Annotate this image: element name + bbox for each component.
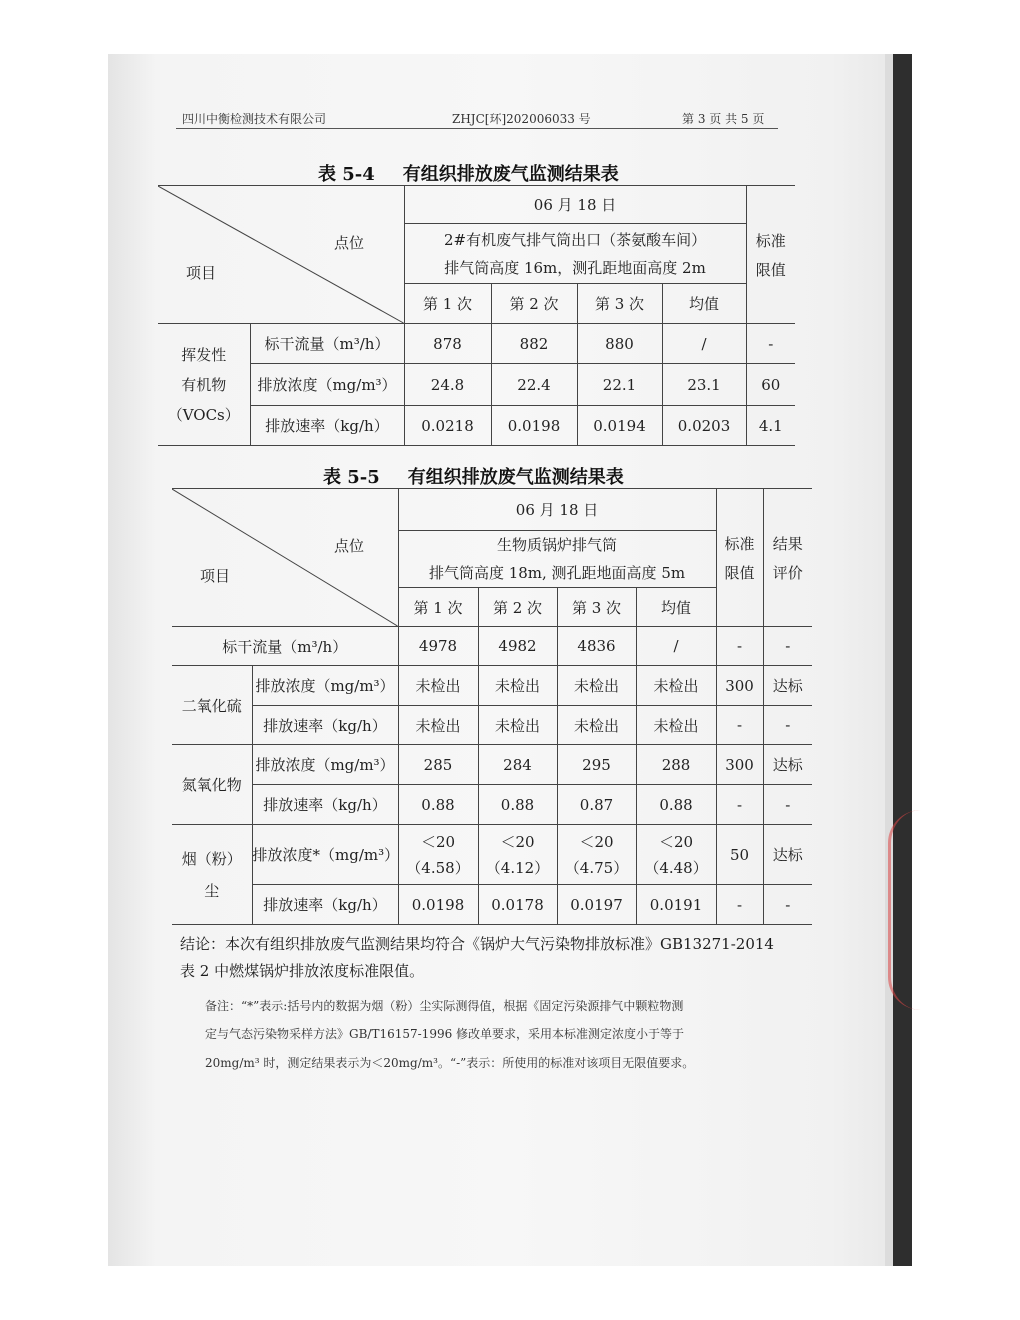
std-cell: 4.1 — [746, 406, 795, 446]
col-header-avg: 均值 — [662, 284, 746, 324]
table-5-5 — [172, 488, 812, 925]
background-edge — [893, 54, 912, 1266]
value-cell: 880 — [577, 324, 662, 364]
table-row — [172, 825, 812, 885]
eval-cell: - — [763, 706, 812, 745]
value-cell: 285 — [398, 745, 478, 785]
table-row — [158, 364, 795, 406]
table-row — [172, 745, 812, 785]
table-5-4-label: 表 5-4 — [318, 164, 375, 185]
value-cell: 未检出 — [557, 666, 636, 706]
note-line-3: 20mg/m³ 时，测定结果表示为＜20mg/m³。“-”表示：所使用的标准对该项目无限值要求。 — [205, 1056, 695, 1070]
eval-cell: 达标 — [763, 745, 812, 785]
group-line-2: 有机物 — [181, 375, 227, 394]
dust-group-label — [172, 825, 252, 925]
page-number: 第 3 页 共 5 页 — [682, 112, 765, 126]
eval-label-1: 结果 — [772, 534, 803, 553]
value-actual: （4.12） — [485, 858, 550, 877]
col-header-3: 第 3 次 — [557, 588, 636, 627]
value-cell: 0.88 — [478, 785, 557, 825]
avg-cell: 0.0191 — [636, 885, 716, 925]
eval-cell: - — [763, 627, 812, 666]
param-cell: 标干流量（m³/h） — [250, 324, 404, 364]
location-line-1: 2#有机废气排气筒出口（茶氨酸车间） — [443, 230, 707, 249]
col-header-2: 第 2 次 — [491, 284, 577, 324]
value-cell: 4978 — [398, 627, 478, 666]
conclusion-line-2: 表 2 中燃煤锅炉排放浓度标准限值。 — [180, 962, 425, 980]
page-fold-shadow — [885, 54, 893, 1266]
note-line-2: 定与气态污染物采样方法》GB/T16157-1996 修改单要求，采用本标准测定浓度小于等于 — [205, 1027, 685, 1041]
value-cell: 0.0194 — [577, 406, 662, 446]
date-header: 06 月 18 日 — [398, 489, 716, 531]
value-cell: 882 — [491, 324, 577, 364]
std-cell: - — [716, 627, 763, 666]
value-reported: ＜20 — [579, 832, 614, 851]
table-row — [158, 324, 795, 364]
company-name: 四川中衡检测技术有限公司 — [182, 112, 327, 126]
value-cell: 0.0178 — [478, 885, 557, 925]
conclusion-line-1: 结论：本次有组织排放废气监测结果均符合《锅炉大气污染物排放标准》GB13271-2014 — [180, 935, 774, 953]
std-cell: 300 — [716, 666, 763, 706]
col-header-1: 第 1 次 — [404, 284, 491, 324]
std-cell: 300 — [716, 745, 763, 785]
value-cell: 未检出 — [478, 666, 557, 706]
table-row — [158, 406, 795, 446]
value-cell: 24.8 — [404, 364, 491, 406]
diagonal-line — [158, 186, 404, 323]
point-label: 点位 — [334, 234, 365, 252]
header-divider — [176, 128, 778, 129]
param-cell: 排放速率（kg/h） — [252, 706, 398, 745]
param-cell: 排放浓度（mg/m³） — [250, 364, 404, 406]
std-limit-header — [746, 186, 795, 324]
location-line-2: 排气筒高度 16m，测孔距地面高度 2m — [444, 258, 706, 277]
value-cell: 未检出 — [478, 706, 557, 745]
param-cell: 标干流量（m³/h） — [172, 627, 398, 666]
eval-header — [763, 489, 812, 627]
avg-cell — [636, 825, 716, 885]
avg-cell: 未检出 — [636, 666, 716, 706]
avg-cell: / — [636, 627, 716, 666]
value-cell: 未检出 — [398, 706, 478, 745]
value-cell: 0.88 — [398, 785, 478, 825]
value-cell: 0.87 — [557, 785, 636, 825]
table-row — [172, 706, 812, 745]
param-cell: 排放浓度（mg/m³） — [252, 745, 398, 785]
table-5-5-label: 表 5-5 — [323, 467, 380, 488]
value-cell: 0.0197 — [557, 885, 636, 925]
value-cell: 未检出 — [398, 666, 478, 706]
table-5-5-name: 有组织排放废气监测结果表 — [407, 467, 624, 488]
avg-cell: 0.0203 — [662, 406, 746, 446]
value-cell — [557, 825, 636, 885]
report-number: ZHJC[环]202006033 号 — [452, 112, 591, 126]
nox-group-label: 氮氧化物 — [172, 745, 252, 825]
std-cell: - — [716, 785, 763, 825]
group-line-3: （VOCs） — [167, 405, 240, 424]
value-reported: ＜20 — [500, 832, 535, 851]
col-header-1: 第 1 次 — [398, 588, 478, 627]
eval-label-2: 评价 — [772, 563, 803, 582]
table-5-5-title — [323, 463, 652, 489]
location-line-2: 排气筒高度 18m, 测孔距地面高度 5m — [428, 564, 686, 582]
table-5-4-corner-header — [158, 186, 404, 324]
value-cell — [478, 825, 557, 885]
value-reported: ＜20 — [420, 832, 456, 851]
std-limit-header — [716, 489, 763, 627]
value-cell: 284 — [478, 745, 557, 785]
eval-cell: 达标 — [763, 825, 812, 885]
value-reported: ＜20 — [658, 832, 694, 851]
value-actual: （4.48） — [644, 858, 708, 877]
diagonal-line — [172, 489, 398, 626]
avg-cell: 0.88 — [636, 785, 716, 825]
group-line-1: 挥发性 — [181, 345, 227, 364]
voc-group-label — [158, 324, 250, 446]
param-cell: 排放浓度*（mg/m³） — [252, 825, 398, 885]
col-header-3: 第 3 次 — [577, 284, 662, 324]
avg-cell: 23.1 — [662, 364, 746, 406]
std-cell: 60 — [746, 364, 795, 406]
std-label-1: 标准 — [755, 231, 786, 250]
std-label-1: 标准 — [724, 534, 755, 553]
item-label: 项目 — [200, 567, 231, 585]
date-header: 06 月 18 日 — [404, 186, 746, 224]
table-5-4-title — [318, 160, 647, 186]
table-row — [172, 627, 812, 666]
value-actual: （4.58） — [406, 858, 470, 877]
table-5-4 — [158, 185, 795, 446]
value-actual: （4.75） — [564, 858, 629, 877]
table-row — [172, 666, 812, 706]
value-cell: 4836 — [557, 627, 636, 666]
table-5-5-corner-header — [172, 489, 398, 627]
std-label-2: 限值 — [755, 260, 786, 279]
table-row — [172, 785, 812, 825]
location-header — [404, 224, 746, 284]
value-cell: 4982 — [478, 627, 557, 666]
avg-cell: / — [662, 324, 746, 364]
std-cell: - — [746, 324, 795, 364]
value-cell: 878 — [404, 324, 491, 364]
value-cell: 0.0198 — [398, 885, 478, 925]
eval-cell: - — [763, 785, 812, 825]
table-5-4-name: 有组织排放废气监测结果表 — [402, 164, 619, 185]
table-row — [172, 885, 812, 925]
note-line-1: 备注：“*”表示:括号内的数据为烟（粉）尘实际测得值，根据《固定污染源排气中颗粒物测 — [205, 999, 684, 1013]
value-cell: 0.0218 — [404, 406, 491, 446]
so2-group-label: 二氧化硫 — [172, 666, 252, 745]
dust-name-1: 烟（粉） — [181, 849, 242, 868]
param-cell: 排放浓度（mg/m³） — [252, 666, 398, 706]
col-header-avg: 均值 — [636, 588, 716, 627]
std-cell: - — [716, 885, 763, 925]
eval-cell: - — [763, 885, 812, 925]
col-header-2: 第 2 次 — [478, 588, 557, 627]
std-cell: - — [716, 706, 763, 745]
value-cell: 295 — [557, 745, 636, 785]
red-seal-stamp — [888, 810, 921, 1010]
item-label: 项目 — [186, 264, 217, 282]
value-cell: 22.4 — [491, 364, 577, 406]
value-cell: 22.1 — [577, 364, 662, 406]
param-cell: 排放速率（kg/h） — [250, 406, 404, 446]
std-label-2: 限值 — [724, 563, 755, 582]
value-cell — [398, 825, 478, 885]
eval-cell: 达标 — [763, 666, 812, 706]
value-cell: 0.0198 — [491, 406, 577, 446]
value-cell: 未检出 — [557, 706, 636, 745]
avg-cell: 288 — [636, 745, 716, 785]
location-line-1: 生物质锅炉排气筒 — [497, 536, 618, 554]
location-header — [398, 531, 716, 588]
point-label: 点位 — [334, 537, 365, 555]
param-cell: 排放速率（kg/h） — [252, 885, 398, 925]
param-cell: 排放速率（kg/h） — [252, 785, 398, 825]
avg-cell: 未检出 — [636, 706, 716, 745]
dust-name-2: 尘 — [204, 881, 220, 900]
std-cell: 50 — [716, 825, 763, 885]
